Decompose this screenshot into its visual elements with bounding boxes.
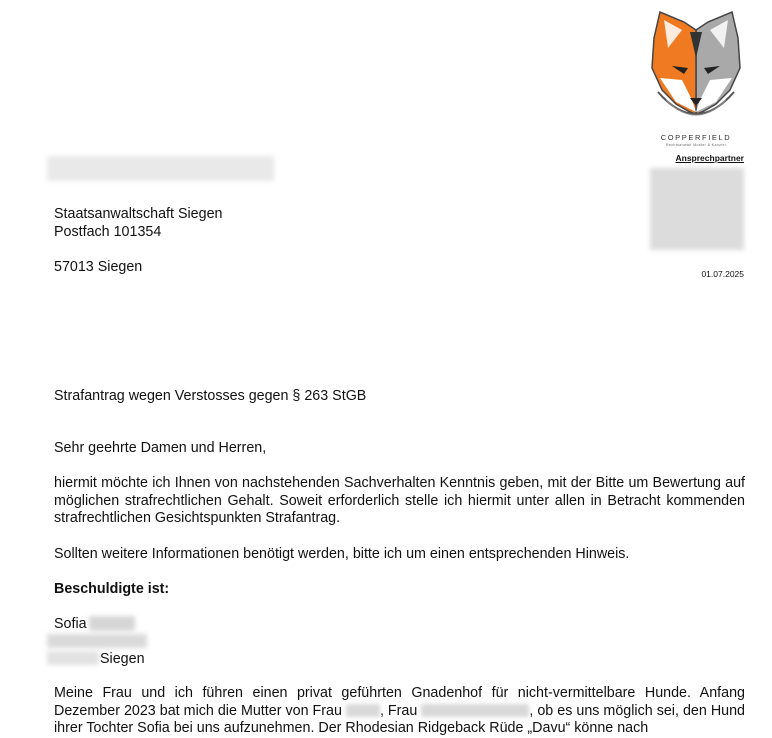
facts-part-3: , ob es uns möglich sei, den Hund ihrer Tochter Sofia bei uns aufzunehmen. Der Rhodesian Ridgeback Rüde „Davu“ könne nach — [54, 702, 745, 736]
subject-line: Strafantrag wegen Verstosses gegen § 263 StGB — [54, 388, 367, 404]
logo-brand-name: COPPERFIELD — [660, 133, 732, 142]
name-redaction-2 — [421, 704, 529, 717]
facts-part-2: , Frau — [379, 702, 418, 719]
fox-logo-icon — [646, 8, 746, 126]
accused-first-name: Sofia — [54, 616, 87, 632]
recipient-city: 57013 Siegen — [54, 259, 143, 275]
logo-tagline: Rechtsanwalt Muster & Kanzlei — [665, 143, 727, 147]
accused-street-redacted — [47, 634, 147, 648]
recipient-line-1: Staatsanwaltschaft Siegen — [54, 206, 223, 222]
letter-date: 01.07.2025 — [701, 269, 744, 279]
company-logo — [646, 8, 746, 148]
facts-part-1: Meine Frau und ich führen einen privat geführten Gnadenhof für nicht-vermittelbare Hunde. Anfang Dezember 2023 bat mich die Mutter von Frau — [54, 685, 745, 719]
accused-surname-redacted — [89, 616, 135, 631]
contact-label: Ansprechpartner — [675, 153, 744, 163]
accused-heading: Beschuldigte ist: — [54, 581, 170, 597]
contact-redacted — [650, 168, 744, 250]
recipient-line-2: Postfach 101354 — [54, 224, 162, 240]
paragraph-info: Sollten weitere Informationen benötigt werden, bitte ich um einen entsprechenden Hinweis. — [54, 546, 630, 562]
name-redaction-1 — [346, 704, 380, 717]
paragraph-facts — [54, 685, 745, 738]
salutation: Sehr geehrte Damen und Herren, — [54, 440, 267, 456]
paragraph-intro: hiermit möchte ich Ihnen von nachstehenden Sachverhalten Kenntnis geben, mit der Bitte um Bewertung auf möglichen strafrechtlichen Gehalt. Soweit erforderlich stelle ich hiermit unter allen in Betracht kommenden strafrechtlichen Gesichtspunkten Strafantrag. — [54, 475, 745, 526]
accused-zip-redacted — [47, 651, 99, 665]
accused-city: Siegen — [100, 651, 145, 667]
sender-line-redacted — [47, 156, 274, 181]
